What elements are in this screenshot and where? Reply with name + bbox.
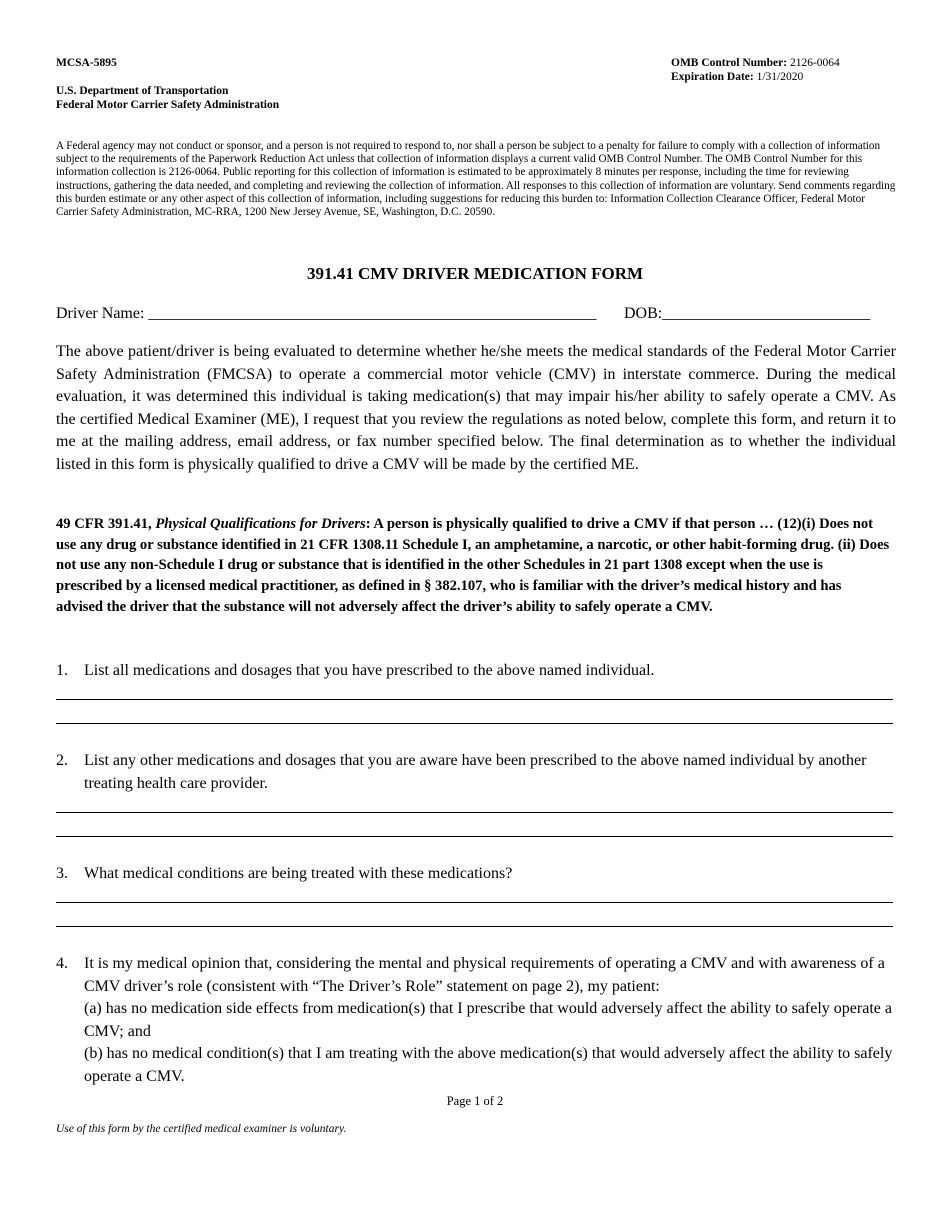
expiration-label: Expiration Date: <box>671 71 754 83</box>
question-1 <box>56 660 896 683</box>
question-text: What medical conditions are being treated with these medications? <box>84 865 513 882</box>
question-4-option-a: (a) has no medication side effects from medication(s) that I prescribe that would adversely affect the ability to safely operate a CMV; and <box>84 1000 892 1040</box>
omb-value: 2126-0064 <box>789 57 840 69</box>
dob-label: DOB: <box>624 305 663 322</box>
answer-line[interactable] <box>56 812 893 813</box>
question-number: 1. <box>56 662 68 679</box>
form-title: 391.41 CMV DRIVER MEDICATION FORM <box>306 264 644 283</box>
answer-line[interactable] <box>56 699 893 700</box>
regulation-cite: 49 CFR 391.41, <box>56 516 156 532</box>
answer-line[interactable] <box>56 902 893 903</box>
footer-note: Use of this form by the certified medical examiner is voluntary. <box>56 1123 347 1135</box>
regulation-cite-title: Physical Qualifications for Drivers <box>155 516 366 532</box>
question-number: 4. <box>56 955 68 972</box>
driver-name-row <box>56 304 596 324</box>
question-text: List any other medications and dosages that you are aware have been prescribed to the above named individual by another treating health care provider. <box>84 752 867 792</box>
paperwork-burden-statement: A Federal agency may not conduct or sponsor, and a person is not required to respond to, nor shall a person be subject to a penalty for failure to comply with a collection of information subject to the requirements of the Paperwork Reduction Act unless that collection of information displays a current valid OMB Control Number. The OMB Control Number for this information collection is 2126-0064. Public reporting for this collection of information is estimated to be approximately 8 minutes per response, including the time for reviewing instructions, gathering the data needed, and completing and reviewing the collection of information. All responses to this collection of information are voluntary. Send comments regarding this burden estimate or any other aspect of this collection of information, including suggestions for reducing this burden to: Information Collection Clearance Officer, Federal Motor Carrier Safety Administration, MC-RRA, 1200 New Jersey Avenue, SE, Washington, D.C. 20590. <box>56 140 896 219</box>
intro-paragraph: The above patient/driver is being evaluated to determine whether he/she meets the medical standards of the Federal Motor Carrier Safety Administration (FMCSA) to operate a commercial motor vehicle (CMV) in interstate commerce. During the medical evaluation, it was determined this individual is taking medication(s) that may impair his/her ability to safely operate a CMV. As the certified Medical Examiner (ME), I request that you review the regulations as noted below, complete this form, and return it to me at the mailing address, email address, or fax number specified below. The final determination as to whether the individual listed in this form is physically qualified to drive a CMV will be made by the certified ME. <box>56 343 896 473</box>
answer-line[interactable] <box>56 926 893 927</box>
question-text: It is my medical opinion that, considering the mental and physical requirements of operating a CMV and with awareness of a CMV driver’s role (consistent with “The Driver’s Role” statement on page 2), my patient: <box>84 955 885 995</box>
dob-field[interactable]: __________________________ <box>662 305 871 322</box>
expiration-date <box>671 70 803 84</box>
regulation-paragraph <box>56 514 892 618</box>
driver-name-label: Driver Name: <box>56 305 145 322</box>
page-number: Page 1 of 2 <box>446 1094 504 1108</box>
question-number: 2. <box>56 752 68 769</box>
omb-label: OMB Control Number: <box>671 57 788 69</box>
omb-control-number <box>671 56 840 70</box>
dob-row <box>624 304 870 324</box>
question-3 <box>56 863 896 886</box>
question-text: List all medications and dosages that you have prescribed to the above named individual. <box>84 662 655 679</box>
agency-name: Federal Motor Carrier Safety Administration <box>56 99 280 111</box>
driver-name-field[interactable]: ________________________________________________________ <box>148 305 597 322</box>
answer-line[interactable] <box>56 723 893 724</box>
regulation-body: : A person is physically qualified to drive a CMV if that person … (12)(i) Does not use any drug or substance identified in 21 CFR 1308.11 Schedule I, an amphetamine, a narcotic, or other habit-forming drug. (ii) Does not use any non-Schedule I drug or substance that is identified in the other Schedules in 21 part 1308 except when the use is prescribed by a licensed medical practitioner, as defined in § 382.107, who is familiar with the driver’s medical history and has advised the driver that the substance will not adversely affect the driver’s ability to safely operate a CMV. <box>56 516 890 615</box>
department-name: U.S. Department of Transportation <box>56 85 229 97</box>
form-number: MCSA-5895 <box>56 57 117 69</box>
question-4 <box>56 953 896 1088</box>
question-2 <box>56 750 896 795</box>
question-4-option-b: (b) has no medical condition(s) that I am treating with the above medication(s) that would adversely affect the ability to safely operate a CMV. <box>84 1045 893 1085</box>
question-number: 3. <box>56 865 68 882</box>
expiration-value: 1/31/2020 <box>756 71 804 83</box>
answer-line[interactable] <box>56 836 893 837</box>
